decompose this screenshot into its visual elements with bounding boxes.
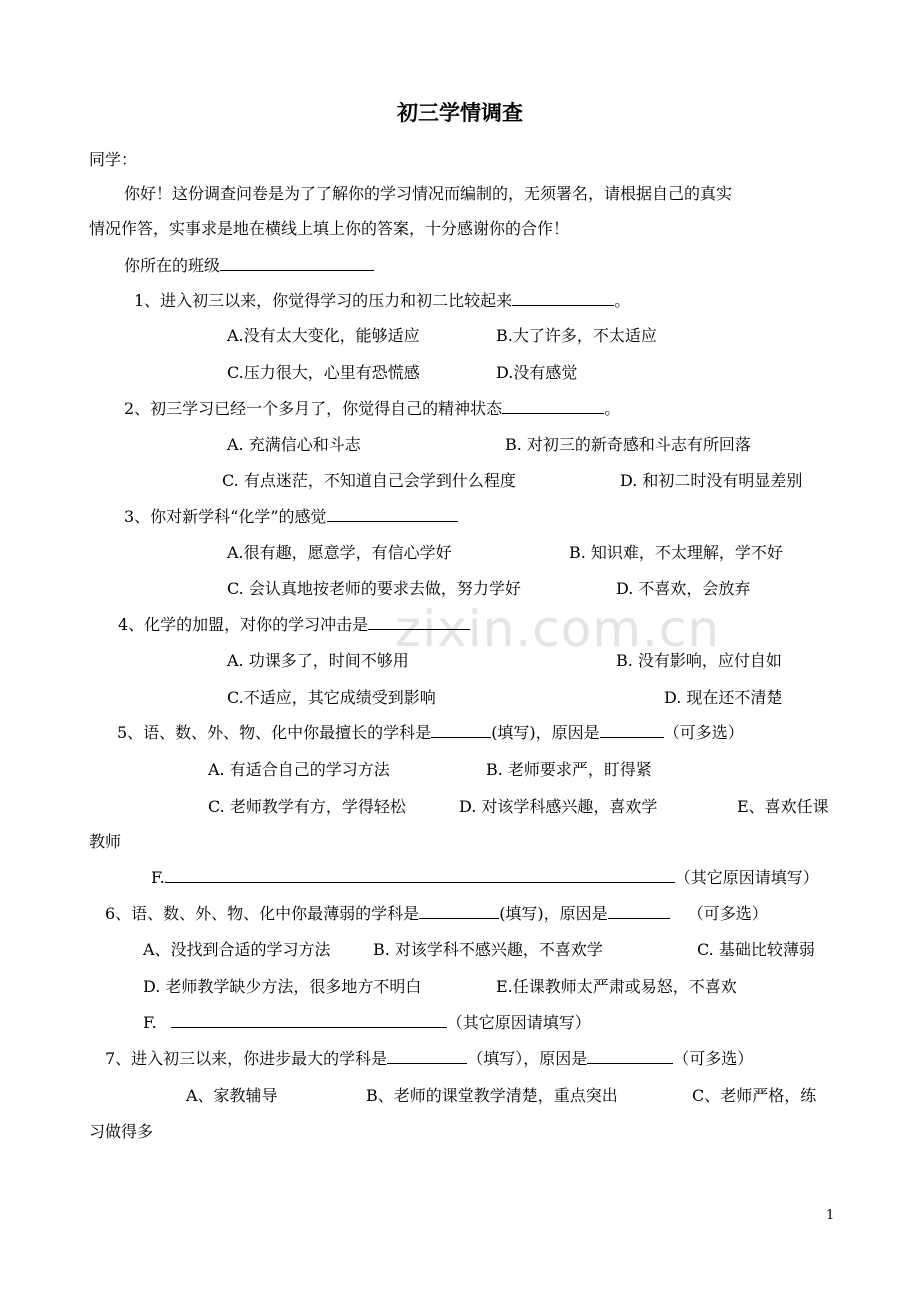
question-3-stem	[124, 507, 458, 527]
question-7-end: （可多选）	[673, 1049, 754, 1068]
question-7-option-c: C、老师严格，练	[692, 1086, 817, 1105]
question-5-reason-blank[interactable]	[600, 723, 664, 738]
question-5-other-blank[interactable]	[165, 868, 675, 883]
question-7-text: 7、进入初三以来，你进步最大的学科是	[105, 1049, 388, 1068]
question-7-option-c-continued: 习做得多	[89, 1122, 154, 1141]
question-4-option-d: D. 现在还不清楚	[664, 688, 783, 707]
greeting: 同学：	[89, 150, 138, 169]
question-6-reason-blank[interactable]	[608, 904, 670, 919]
question-1-option-a: A.没有太大变化，能够适应	[227, 326, 420, 345]
question-6-option-c: C. 基础比较薄弱	[697, 940, 815, 959]
question-3-option-d: D. 不喜欢，会放弃	[616, 579, 751, 598]
question-7-mid: （填写），原因是	[467, 1049, 588, 1068]
question-3-text: 3、你对新学科“化学”的感觉	[124, 507, 327, 526]
question-6-option-a: A、没找到合适的学习方法	[143, 940, 331, 959]
question-6-option-f-label: F.	[143, 1013, 157, 1032]
question-5-option-b: B. 老师要求严，盯得紧	[486, 760, 652, 779]
question-3-option-a: A.很有趣，愿意学，有信心学好	[227, 543, 452, 562]
question-5-end: （可多选）	[663, 723, 744, 742]
question-1-stem	[134, 291, 630, 311]
document-title: 初三学情调查	[397, 101, 523, 125]
question-6-text: 6、语、数、外、物、化中你最薄弱的学科是	[105, 904, 420, 923]
question-2-text: 2、初三学习已经一个多月了，你觉得自己的精神状态	[124, 399, 503, 418]
question-5-option-c: C. 老师教学有方，学得轻松	[208, 797, 406, 816]
question-6-end: （可多选）	[687, 904, 768, 923]
question-6-option-f	[143, 1013, 591, 1033]
page-number: 1	[826, 1208, 835, 1223]
question-6-mid: (填写)，原因是	[499, 904, 608, 923]
question-2-option-b: B. 对初三的新奇感和斗志有所回落	[505, 435, 751, 454]
question-5-option-f-label: F.	[151, 868, 165, 887]
question-7-stem	[105, 1049, 753, 1069]
question-6-option-e: E.任课教师太严肃或易怒，不喜欢	[496, 977, 737, 996]
question-1-blank[interactable]	[512, 291, 614, 306]
question-2-blank[interactable]	[502, 399, 604, 414]
question-5-option-f-note: （其它原因请填写）	[674, 868, 819, 887]
question-4-option-b: B. 没有影响，应付自如	[616, 651, 782, 670]
class-field-blank[interactable]	[220, 256, 374, 271]
question-2-end: 。	[604, 399, 621, 418]
question-5-subject-blank[interactable]	[431, 723, 491, 738]
question-3-option-c: C. 会认真地按老师的要求去做，努力学好	[227, 579, 521, 598]
question-1-option-b: B.大了许多，不太适应	[496, 326, 657, 345]
question-4-blank[interactable]	[368, 615, 470, 630]
question-6-option-d: D. 老师教学缺少方法，很多地方不明白	[143, 977, 422, 996]
question-2-option-d: D. 和初二时没有明显差别	[620, 471, 803, 490]
question-7-option-a: A、家教辅导	[186, 1086, 278, 1105]
question-7-subject-blank[interactable]	[387, 1049, 467, 1064]
question-3-blank[interactable]	[327, 507, 458, 522]
question-5-option-e-continued: 教师	[89, 832, 122, 851]
question-1-option-c: C.压力很大，心里有恐慌感	[227, 363, 420, 382]
question-5-stem	[117, 723, 744, 743]
question-5-option-a: A. 有适合自己的学习方法	[208, 760, 390, 779]
watermark: zixin.com.cn	[395, 600, 721, 658]
question-2-option-a: A. 充满信心和斗志	[227, 435, 361, 454]
question-5-text: 5、语、数、外、物、化中你最擅长的学科是	[117, 723, 432, 742]
question-6-option-f-note: （其它原因请填写）	[446, 1013, 591, 1032]
class-field-label: 你所在的班级	[124, 256, 221, 275]
question-5-mid: (填写)，原因是	[491, 723, 600, 742]
question-6-option-b: B. 对该学科不感兴趣，不喜欢学	[373, 940, 603, 959]
question-2-option-c: C. 有点迷茫，不知道自己会学到什么程度	[222, 471, 516, 490]
question-4-stem	[118, 615, 470, 635]
question-7-option-b: B、老师的课堂教学清楚，重点突出	[366, 1086, 618, 1105]
question-5-option-d: D. 对该学科感兴趣，喜欢学	[459, 797, 658, 816]
question-6-stem	[105, 904, 768, 924]
question-4-option-a: A. 功课多了，时间不够用	[227, 651, 409, 670]
question-2-stem	[124, 399, 620, 419]
question-1-option-d: D.没有感觉	[496, 363, 578, 382]
question-6-other-blank[interactable]	[171, 1013, 447, 1028]
question-7-reason-blank[interactable]	[587, 1049, 673, 1064]
question-5-option-e: E、喜欢任课	[737, 797, 829, 816]
question-1-text: 1、进入初三以来，你觉得学习的压力和初二比较起来	[134, 291, 513, 310]
question-5-option-f	[151, 868, 819, 888]
question-3-option-b: B. 知识难，不太理解，学不好	[569, 543, 783, 562]
intro-line-1: 你好！这份调查问卷是为了了解你的学习情况而编制的，无须署名，请根据自己的真实	[124, 184, 733, 203]
question-1-end: 。	[614, 291, 631, 310]
question-4-option-c: C.不适应，其它成绩受到影响	[227, 688, 436, 707]
class-field	[124, 256, 374, 276]
intro-line-2: 情况作答，实事求是地在横线上填上你的答案，十分感谢你的合作！	[89, 219, 570, 238]
question-4-text: 4、化学的加盟，对你的学习冲击是	[118, 615, 369, 634]
question-6-subject-blank[interactable]	[419, 904, 499, 919]
